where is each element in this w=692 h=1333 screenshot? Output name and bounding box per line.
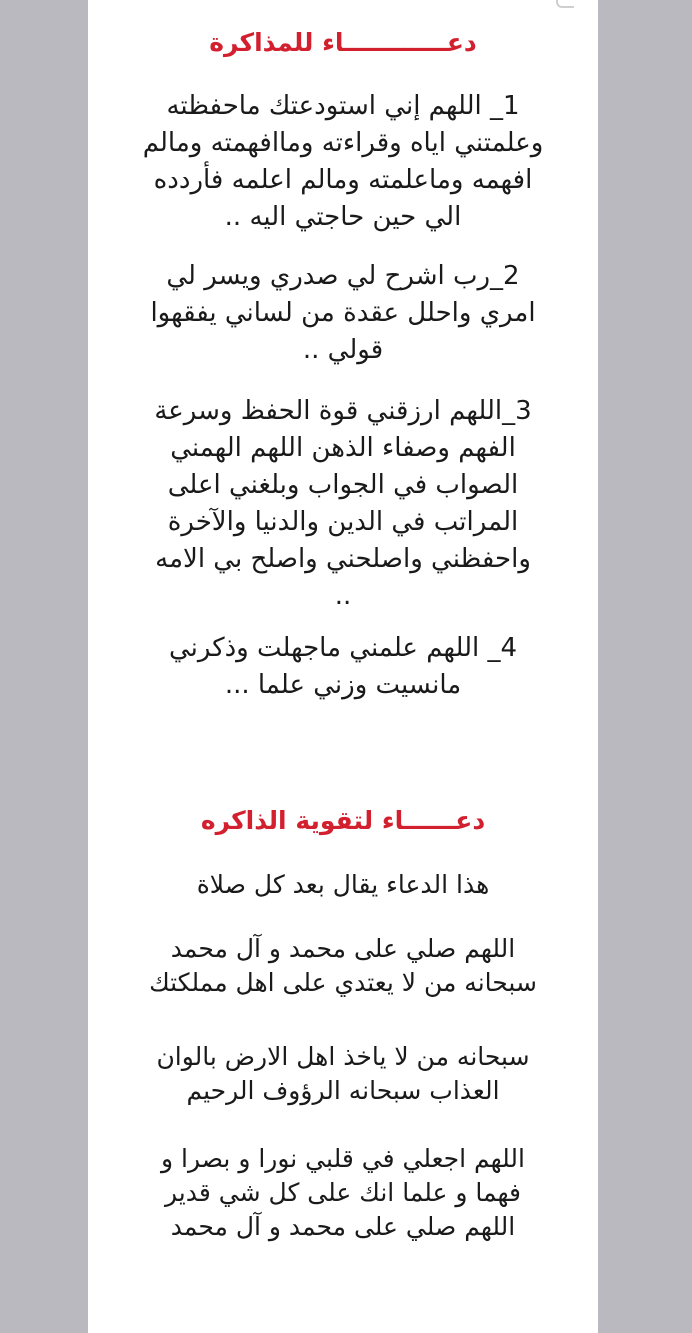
section2-title: دعــــــاء لتقوية الذاكره [200,806,486,835]
section1-title: دعــــــــــــاء للمذاكرة [209,28,477,57]
page-corner-mark [556,0,574,8]
section2-paragraph-3: اللهم اجعلي في قلبي نورا و بصرا و فهما و علما انك على كل شي قدير اللهم صلي على محمد و آل محمد [160,1144,525,1241]
prayer-item-3: 3_اللهم ارزقني قوة الحفظ وسرعة الفهم وصفاء الذهن اللهم الهمني الصواب في الجواب وبلغني اعلى المراتب في الدين والدنيا والآخرة واحفظني واصلحني واصلح بي الامه .. [154,396,532,611]
prayer-item-2: 2_رب اشرح لي صدري ويسر لي امري واحلل عقدة من لساني يفقهوا قولي .. [150,261,536,365]
section2-intro: هذا الدعاء يقال بعد كل صلاة [196,870,490,899]
section2-paragraph-2: سبحانه من لا ياخذ اهل الارض بالوان العذاب سبحانه الرؤوف الرحيم [156,1042,530,1105]
section2-paragraph-1: اللهم صلي على محمد و آل محمد سبحانه من لا يعتدي على اهل مملكتك [149,934,537,997]
document-page [88,0,598,1333]
prayer-item-4: 4_ اللهم علمني ماجهلت وذكرني مانسيت وزني علما ... [168,633,518,700]
prayer-item-1: 1_ اللهم إني استودعتك ماحفظته وعلمتني اياه وقراءته وماافهمته ومالم افهمه وماعلمته ومالم اعلمه فأردده الي حين حاجتي اليه .. [142,91,544,232]
